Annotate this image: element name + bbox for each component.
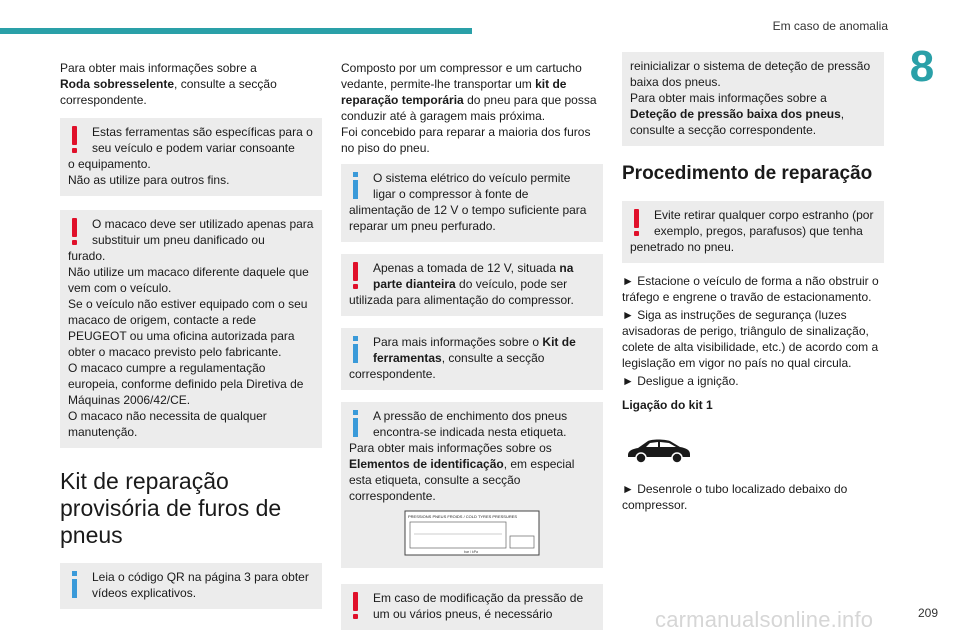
svg-text:bar / kPa: bar / kPa <box>464 550 479 554</box>
header-title: Em caso de anomalia <box>772 19 888 33</box>
bold-term: Roda sobresselente <box>60 77 175 91</box>
subheading: Ligação do kit 1 <box>622 398 713 412</box>
section-title: Procedimento de reparação <box>622 163 873 184</box>
warning-mark-icon <box>70 218 80 246</box>
info-box: Leia o código QR na página 3 para obter vídeos explicativos. <box>60 563 322 609</box>
column-3 <box>622 52 884 521</box>
info-box: Para mais informações sobre o Kit de ferramentas, consulte a secção correspondente. <box>341 328 603 390</box>
warning-box: Estas ferramentas são específicas para o seu veículo e podem variar consoante o equipamento. Não as utilize para outros fins. <box>60 118 322 196</box>
tyre-pressure-label-image <box>404 510 540 556</box>
step: ► Siga as instruções de segurança (luzes avisadoras de perigo, triângulo de sinalização, colete de alta visibilidade, etc.) de acordo com a legislação em vigor no país no qual circula. <box>622 308 879 370</box>
warning-box: Em caso de modificação da pressão de um ou vários pneus, é necessário <box>341 584 603 630</box>
svg-text:PRESSIONS PNEUS FROIDS / COLD: PRESSIONS PNEUS FROIDS / COLD TYRES PRESSURES <box>408 514 518 519</box>
warning-mark-icon <box>632 209 642 237</box>
step: ► Desligue a ignição. <box>622 374 739 388</box>
intro-paragraph: Para obter mais informações sobre a Roda sobresselente, consulte a secção correspondente. <box>60 61 277 107</box>
info-box: A pressão de enchimento dos pneus encontra-se indicada nesta etiqueta. Para obter mais informações sobre os Elementos de identificação, em especial esta etiqueta, consulte a secção correspondente. PRESSIONS PNEUS FROIDS / COLD TYRES PRESSURES bar / kPa <box>341 402 603 568</box>
warning-mark-icon <box>351 592 361 620</box>
info-mark-icon <box>351 336 361 364</box>
warning-box: Apenas a tomada de 12 V, situada na parte dianteira do veículo, pode ser utilizada para alimentação do compressor. <box>341 254 603 316</box>
step: ► Desenrole o tubo localizado debaixo do compressor. <box>622 482 848 512</box>
column-1 <box>60 60 322 619</box>
warning-box: Evite retirar qualquer corpo estranho (por exemplo, pregos, parafusos) que tenha penetrado no pneu. <box>622 201 884 263</box>
step: ► Estacione o veículo de forma a não obstruir o tráfego e engrene o travão de estacionamento. <box>622 274 879 304</box>
watermark: carmanualsonline.info <box>655 607 874 632</box>
warning-mark-icon <box>70 126 80 154</box>
info-box: O sistema elétrico do veículo permite ligar o compressor à fonte de alimentação de 12 V o tempo suficiente para reparar um pneu perfurado. <box>341 164 603 242</box>
warning-mark-icon <box>351 262 361 290</box>
info-mark-icon <box>351 410 361 438</box>
kit-description: Composto por um compressor e um cartucho vedante, permite-lhe transportar um kit de reparação temporária do pneu para que possa conduzir até à garagem mais próxima. Foi concebido para reparar a maioria dos furos no piso do pneu. <box>341 61 597 155</box>
header-accent-bar <box>0 28 472 34</box>
chapter-number: 8 <box>898 38 946 96</box>
section-title: Kit de reparação provisória de furos de pneus <box>60 468 282 548</box>
column-2 <box>341 60 603 640</box>
warning-box: O macaco deve ser utilizado apenas para substituir um pneu danificado ou furado. Não utilize um macaco diferente daquele que vem com o veículo. Se o veículo não estiver equipado com o seu macaco de origem, contacte a rede PEUGEOT ou uma oficina autorizada para obter o macaco previsto pelo fabricante. O macaco cumpre a regulamentação europeia, conforme definido pela Diretiva de Máquinas 2006/42/CE. O macaco não necessita de qualquer manutenção. <box>60 210 322 448</box>
continued-box: reinicializar o sistema de deteção de pressão baixa dos pneus. Para obter mais informações sobre a Deteção de pressão baixa dos pneus, consulte a secção correspondente. <box>622 52 884 146</box>
info-mark-icon <box>351 172 361 200</box>
info-mark-icon <box>70 571 80 599</box>
page-number: 209 <box>917 606 938 620</box>
car-silhouette-icon <box>624 431 694 467</box>
